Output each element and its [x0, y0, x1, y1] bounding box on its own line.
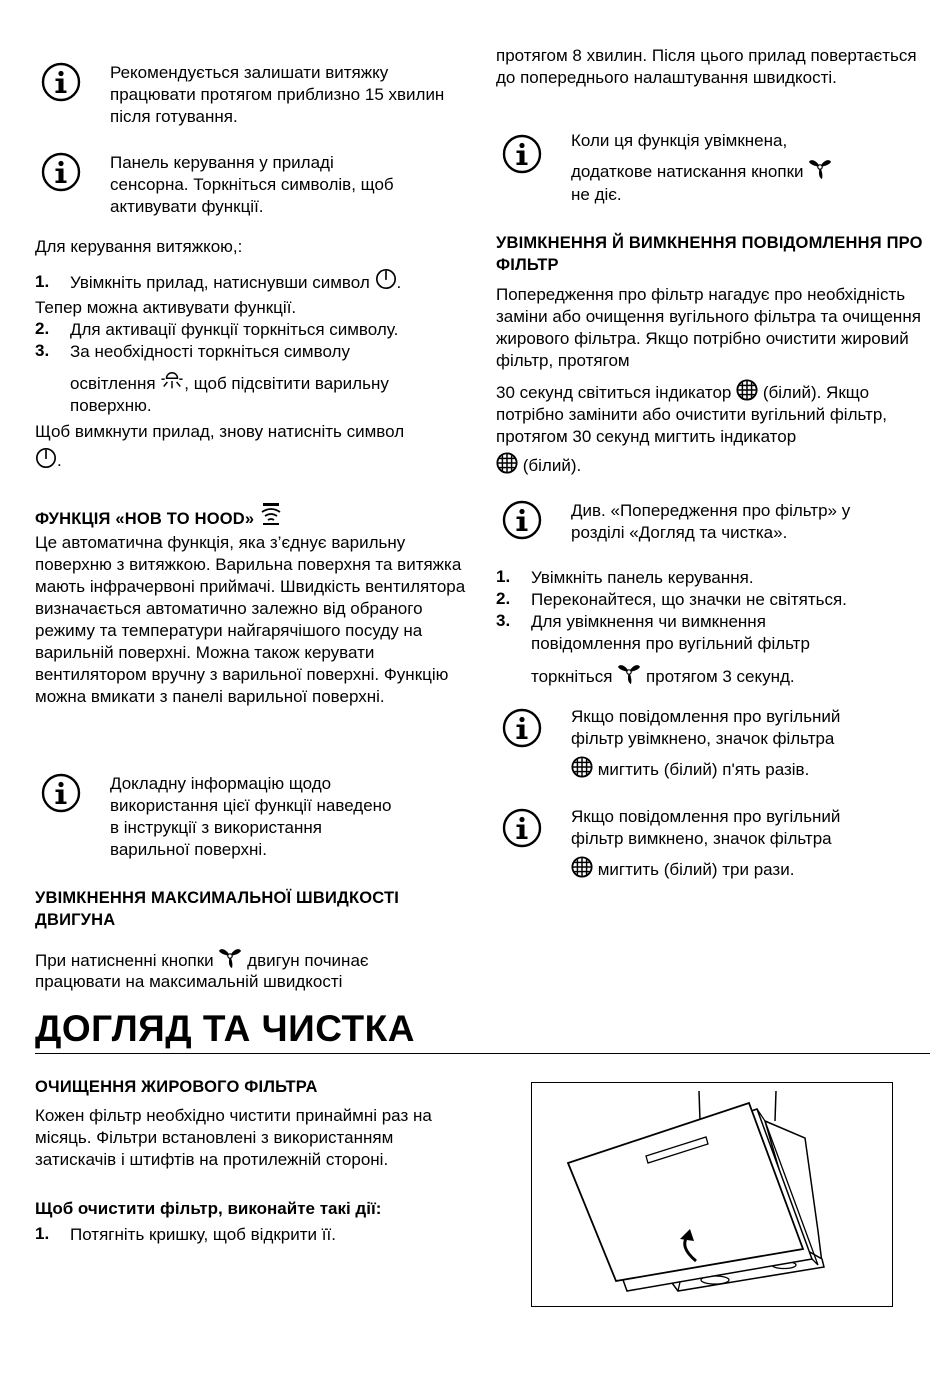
hob-to-hood-body: Це автоматична функція, яка з’єднує варильну поверхню з витяжкою. Варильна поверхня та витяжка мають інфрачервоні приймачі. Швидкість вентилятора визначається автоматично залежно від обраного режиму та температури найгарячішого посуду на варильній поверхні. Можна також керувати вентилятором вручну з варильної поверхні. Функцію можна вмикати з панелі варильної поверхні.: [35, 533, 466, 706]
step-text: торкніться: [531, 667, 613, 686]
body-text: При натисненні кнопки: [35, 951, 214, 970]
hob-to-hood-icon: [259, 502, 283, 526]
body-text: (білий). Якщо: [762, 383, 870, 402]
fan-icon: [617, 661, 641, 685]
note-text: Див. «Попередження про фільтр» у розділі «Догляд та чистка».: [571, 501, 851, 542]
continued-text: протягом 8 хвилин. Після цього прилад повертається до попереднього налаштування швидкості.: [496, 46, 917, 87]
filter-step-2: Переконайтеся, що значки не світяться.: [531, 590, 847, 609]
note-text: Рекомендується залишати витяжку працювати протягом приблизно 15 хвилин після готування.: [110, 63, 445, 126]
step-number: 2.: [35, 319, 50, 338]
section-divider: [35, 1053, 930, 1054]
filter-message-heading: УВІМКНЕННЯ Й ВИМКНЕННЯ ПОВІДОМЛЕННЯ ПРО ФІЛЬТР: [496, 234, 923, 274]
fan-icon: [218, 945, 242, 969]
note-line-3: не діє.: [571, 185, 622, 204]
info-icon: [502, 500, 542, 540]
filter-grid-icon: [496, 452, 518, 474]
filter-grid-icon: [571, 856, 593, 878]
filter-body-1: Попередження про фільтр нагадує про необхідність заміни або очищення вугільного фільтра та очищення жирового фільтра. Якщо потрібно очистити жировий фільтр, протягом: [496, 285, 921, 370]
filter-body-3: потрібно замінити або очистити вугільний фільтр, протягом 30 секунд мигтить індикатор: [496, 405, 887, 446]
light-icon: [160, 370, 184, 392]
step-3-line-1: За необхідності торкніться символу: [70, 342, 350, 361]
filter-grid-icon: [736, 379, 758, 401]
filter-step-3-line-1: Для увімкнення чи вимкнення повідомлення про вугільний фільтр: [531, 612, 810, 653]
after-step-1: Тепер можна активувати функції.: [35, 298, 297, 317]
filter-body-2: [496, 379, 869, 407]
step-2: Для активації функції торкніться символу.: [70, 320, 399, 339]
max-speed-line-2: працювати на максимальній швидкості: [35, 972, 343, 991]
note-line-2: [571, 756, 932, 784]
note-line-1: Коли ця функція увімкнена,: [571, 131, 788, 150]
turn-off-tail: .: [57, 451, 62, 470]
note-text: Якщо повідомлення про вугільний фільтр вимкнено, значок фільтра: [571, 807, 841, 848]
step-text: , щоб підсвітити варильну: [184, 374, 389, 393]
step-number: 3.: [35, 341, 50, 360]
step-number: 3.: [496, 611, 511, 630]
note-text: Докладну інформацію щодо використання цієї функції наведено в інструкції з використання варильної поверхні.: [110, 774, 392, 859]
body-text: двигун починає: [247, 951, 369, 970]
power-icon: [375, 268, 397, 290]
note-text: Якщо повідомлення про вугільний фільтр увімкнено, значок фільтра: [571, 707, 841, 748]
max-speed-line-1: [35, 945, 369, 974]
hood-illustration: [531, 1082, 893, 1307]
section-title: ДОГЛЯД ТА ЧИСТКА: [35, 1008, 415, 1049]
fan-icon: [808, 156, 832, 180]
power-icon: [35, 447, 57, 469]
note-text: мигтить (білий) три рази.: [597, 860, 795, 879]
turn-off-line-1: Щоб вимкнути прилад, знову натисніть символ: [35, 422, 405, 441]
grease-filter-body: Кожен фільтр необхідно чистити принаймні раз на місяць. Фільтри встановлені з використанням затискачів і штифтів на протилежній стороні.: [35, 1106, 432, 1169]
step-tail: .: [396, 273, 402, 292]
filter-body-4: [496, 452, 581, 480]
step-number: 1.: [496, 567, 511, 586]
step-1: [70, 268, 401, 297]
info-icon: [502, 708, 542, 748]
grease-step-1: Потягніть кришку, щоб відкрити її.: [70, 1225, 336, 1244]
hood-drawing: [532, 1083, 892, 1306]
turn-off-line-2: [35, 447, 62, 474]
step-number: 1.: [35, 1224, 50, 1243]
heading-text: ФУНКЦІЯ «HOB TO HOOD»: [35, 510, 255, 528]
control-intro: Для керування витяжкою,:: [35, 237, 243, 256]
note-line-2: [571, 156, 932, 186]
note-text: додаткове натискання кнопки: [571, 162, 804, 181]
step-number: 1.: [35, 272, 50, 291]
grease-filter-subheading: Щоб очистити фільтр, виконайте такі дії:: [35, 1199, 382, 1218]
step-3-line-3: поверхню.: [70, 396, 152, 415]
hob-to-hood-heading: [35, 502, 283, 530]
note-text: мигтить (білий) п'ять разів.: [597, 760, 810, 779]
grease-filter-heading: ОЧИЩЕННЯ ЖИРОВОГО ФІЛЬТРА: [35, 1078, 318, 1096]
info-icon: [502, 808, 542, 848]
filter-step-1: Увімкніть панель керування.: [531, 568, 754, 587]
step-number: 2.: [496, 589, 511, 608]
info-icon: [502, 134, 542, 174]
note-line-2: [571, 856, 932, 884]
step-text: Увімкніть прилад, натиснувши символ: [70, 273, 370, 292]
info-icon: [41, 152, 81, 192]
filter-grid-icon: [571, 756, 593, 778]
step-3-line-2: [70, 370, 389, 397]
max-speed-heading: УВІМКНЕННЯ МАКСИМАЛЬНОЇ ШВИДКОСТІ ДВИГУНА: [35, 889, 400, 929]
filter-step-3-line-2: [531, 661, 795, 691]
note-text: Панель керування у приладі сенсорна. Торкніться символів, щоб активувати функції.: [110, 153, 394, 216]
step-text: освітлення: [70, 374, 156, 393]
body-text: 30 секунд світиться індикатор: [496, 383, 732, 402]
info-icon: [41, 773, 81, 813]
body-text: (білий).: [522, 456, 582, 475]
step-text: протягом 3 секунд.: [645, 667, 795, 686]
info-icon: [41, 62, 81, 102]
